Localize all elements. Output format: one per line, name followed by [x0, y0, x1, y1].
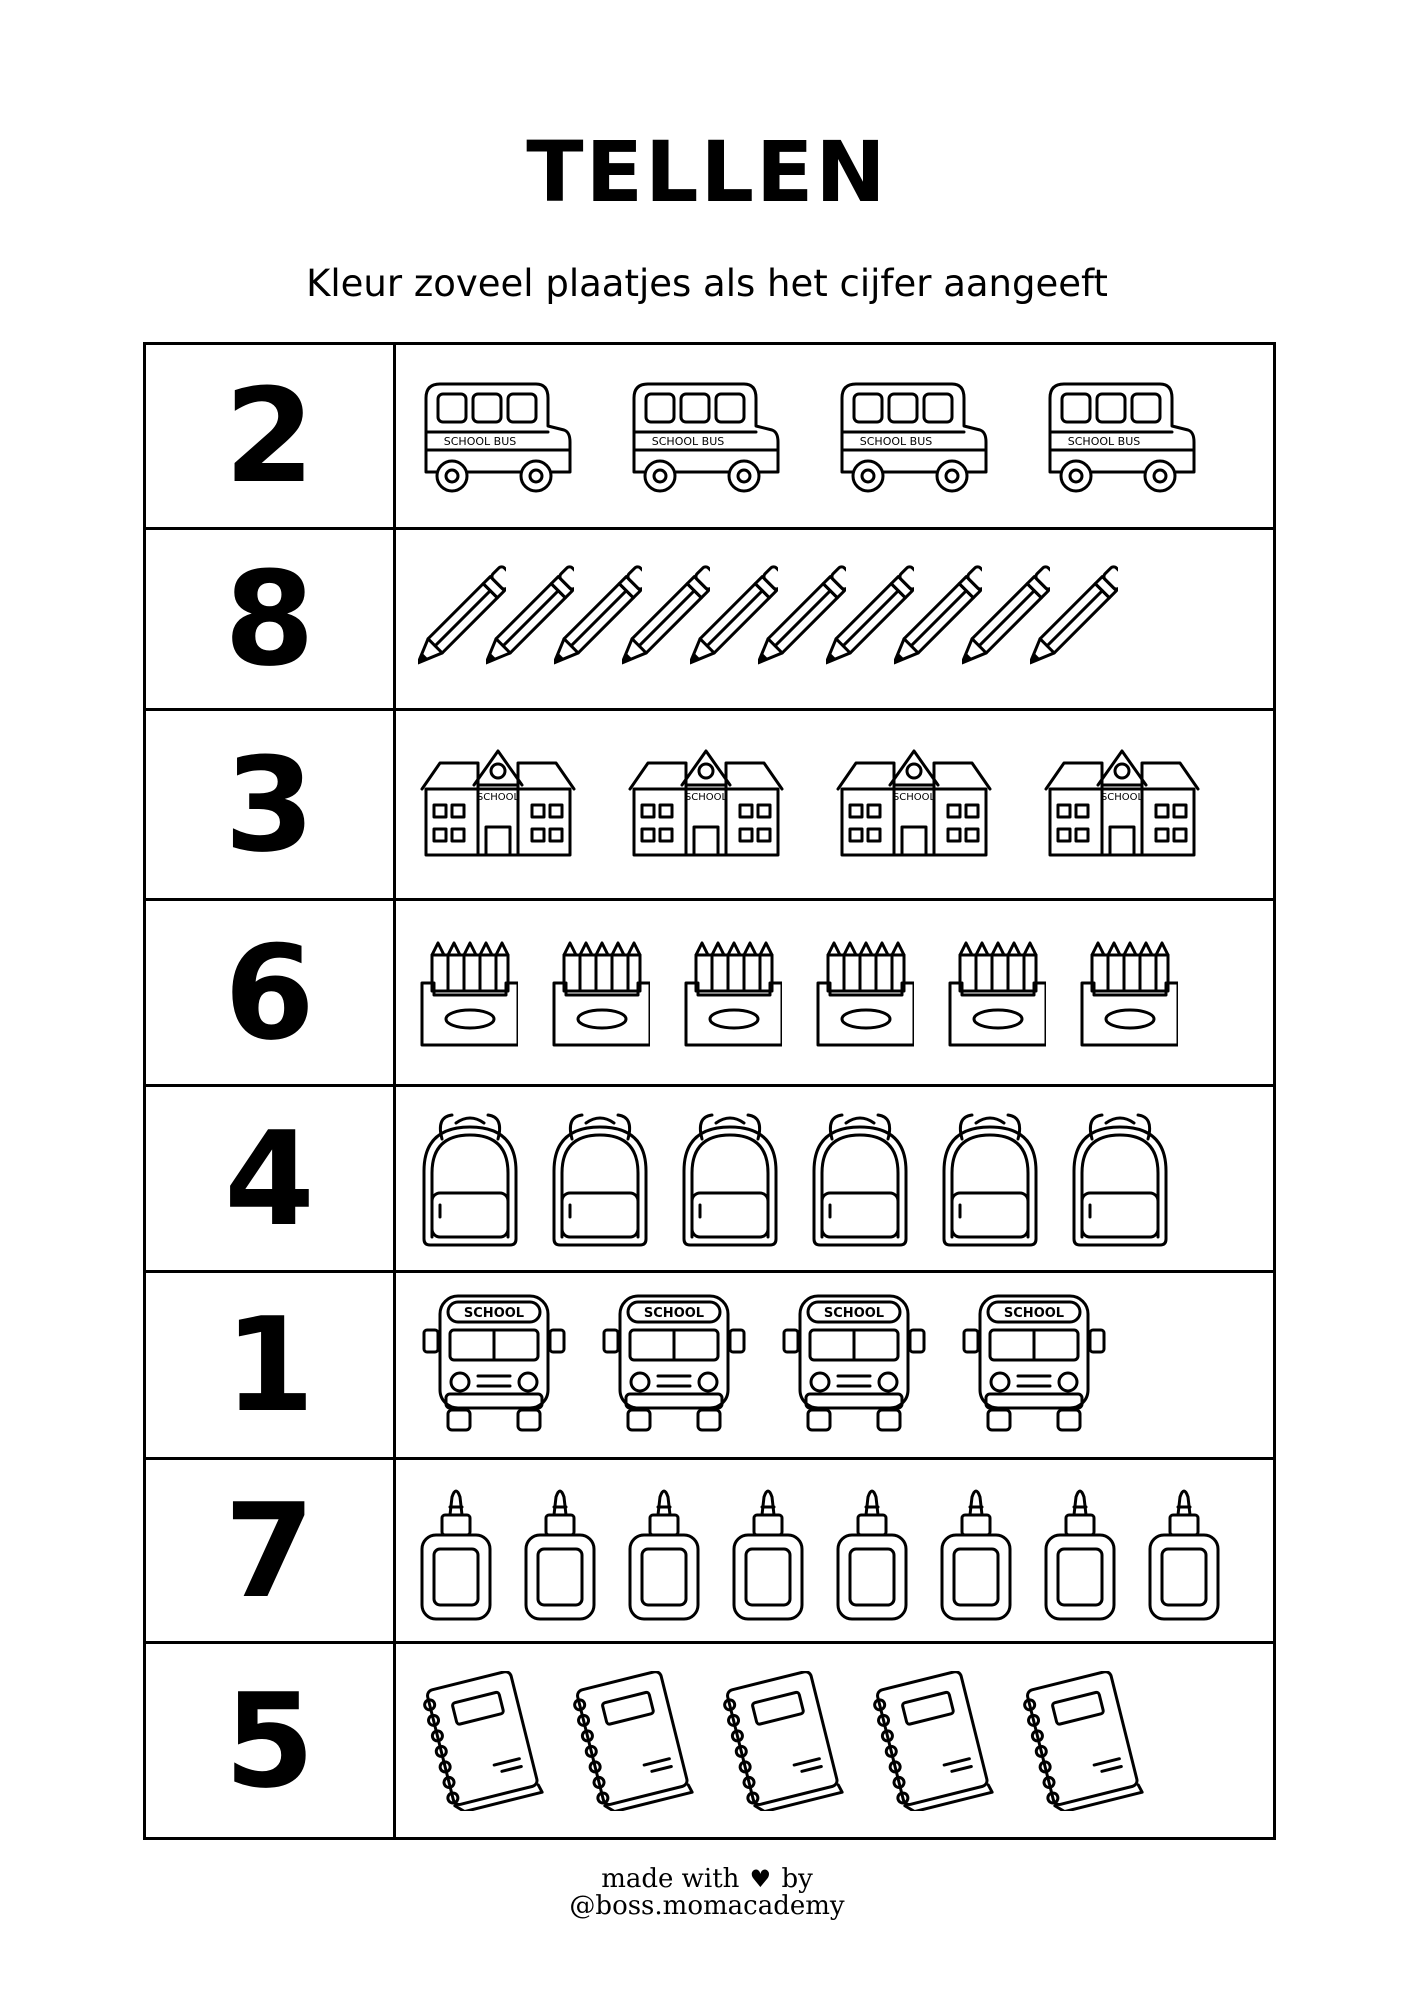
svg-text:SCHOOL BUS: SCHOOL BUS — [1067, 435, 1141, 448]
crayon-box-icon — [550, 933, 650, 1053]
page-title: TELLEN — [526, 123, 888, 221]
picture-cell — [396, 345, 1273, 527]
backpack-icon — [418, 1109, 522, 1249]
heart-icon: ♥ — [749, 1865, 772, 1893]
picture-cell — [396, 1273, 1273, 1457]
crayon-box-icon — [946, 933, 1046, 1053]
school-bus-side-icon — [834, 376, 994, 496]
school-bus-side-icon — [626, 376, 786, 496]
school-building-icon — [418, 745, 578, 865]
svg-text:SCHOOL: SCHOOL — [1003, 1306, 1065, 1321]
svg-text:SCHOOL: SCHOOL — [1100, 791, 1144, 803]
row-number: 2 — [146, 345, 396, 527]
notebook-icon — [868, 1671, 998, 1811]
row-number: 3 — [146, 711, 396, 898]
page-subtitle: Kleur zoveel plaatjes als het cijfer aangeeft — [306, 262, 1108, 305]
counting-row — [146, 1644, 1273, 1837]
backpack-icon — [548, 1109, 652, 1249]
svg-text:SCHOOL: SCHOOL — [892, 791, 936, 803]
row-number: 8 — [146, 530, 396, 708]
counting-row — [146, 1460, 1273, 1644]
school-building-icon — [626, 745, 786, 865]
glue-bottle-icon — [938, 1481, 1014, 1621]
counting-row — [146, 711, 1273, 901]
notebook-icon — [1018, 1671, 1148, 1811]
svg-text:SCHOOL: SCHOOL — [643, 1306, 705, 1321]
svg-text:SCHOOL BUS: SCHOOL BUS — [859, 435, 933, 448]
glue-bottle-icon — [418, 1481, 494, 1621]
backpack-icon — [678, 1109, 782, 1249]
svg-text:SCHOOL BUS: SCHOOL BUS — [443, 435, 517, 448]
svg-text:SCHOOL: SCHOOL — [463, 1306, 525, 1321]
school-bus-front-icon — [418, 1290, 570, 1440]
pencil-icon — [1030, 559, 1118, 679]
svg-text:SCHOOL: SCHOOL — [684, 791, 728, 803]
school-bus-front-icon — [778, 1290, 930, 1440]
crayon-box-icon — [814, 933, 914, 1053]
backpack-icon — [938, 1109, 1042, 1249]
svg-text:SCHOOL: SCHOOL — [476, 791, 520, 803]
row-number: 5 — [146, 1644, 396, 1837]
backpack-icon — [1068, 1109, 1172, 1249]
credit-made-with: made with — [601, 1864, 740, 1894]
school-bus-front-icon — [598, 1290, 750, 1440]
crayon-box-icon — [682, 933, 782, 1053]
picture-cell — [396, 1460, 1273, 1641]
counting-row — [146, 901, 1273, 1087]
school-bus-front-icon — [958, 1290, 1110, 1440]
counting-table — [143, 342, 1276, 1840]
glue-bottle-icon — [730, 1481, 806, 1621]
school-building-icon — [834, 745, 994, 865]
glue-bottle-icon — [1146, 1481, 1222, 1621]
picture-cell — [396, 1644, 1273, 1837]
glue-bottle-icon — [522, 1481, 598, 1621]
crayon-box-icon — [1078, 933, 1178, 1053]
row-number: 1 — [146, 1273, 396, 1457]
notebook-icon — [568, 1671, 698, 1811]
picture-cell — [396, 530, 1273, 708]
counting-row — [146, 1273, 1273, 1460]
credit-by: by — [781, 1864, 813, 1894]
svg-text:SCHOOL: SCHOOL — [823, 1306, 885, 1321]
picture-cell — [396, 1087, 1273, 1270]
glue-bottle-icon — [1042, 1481, 1118, 1621]
credit-handle: @boss.momacademy — [569, 1891, 845, 1922]
credit-line-1 — [0, 1866, 1414, 1893]
counting-row — [146, 530, 1273, 711]
notebook-icon — [418, 1671, 548, 1811]
row-number: 4 — [146, 1087, 396, 1270]
glue-bottle-icon — [626, 1481, 702, 1621]
glue-bottle-icon — [834, 1481, 910, 1621]
picture-cell — [396, 901, 1273, 1084]
row-number: 7 — [146, 1460, 396, 1641]
counting-row — [146, 345, 1273, 530]
crayon-box-icon — [418, 933, 518, 1053]
picture-cell — [396, 711, 1273, 898]
credit-footer — [0, 1866, 1414, 1921]
backpack-icon — [808, 1109, 912, 1249]
school-building-icon — [1042, 745, 1202, 865]
school-bus-side-icon — [418, 376, 578, 496]
row-number: 6 — [146, 901, 396, 1084]
school-bus-side-icon — [1042, 376, 1202, 496]
counting-row — [146, 1087, 1273, 1273]
notebook-icon — [718, 1671, 848, 1811]
svg-text:SCHOOL BUS: SCHOOL BUS — [651, 435, 725, 448]
